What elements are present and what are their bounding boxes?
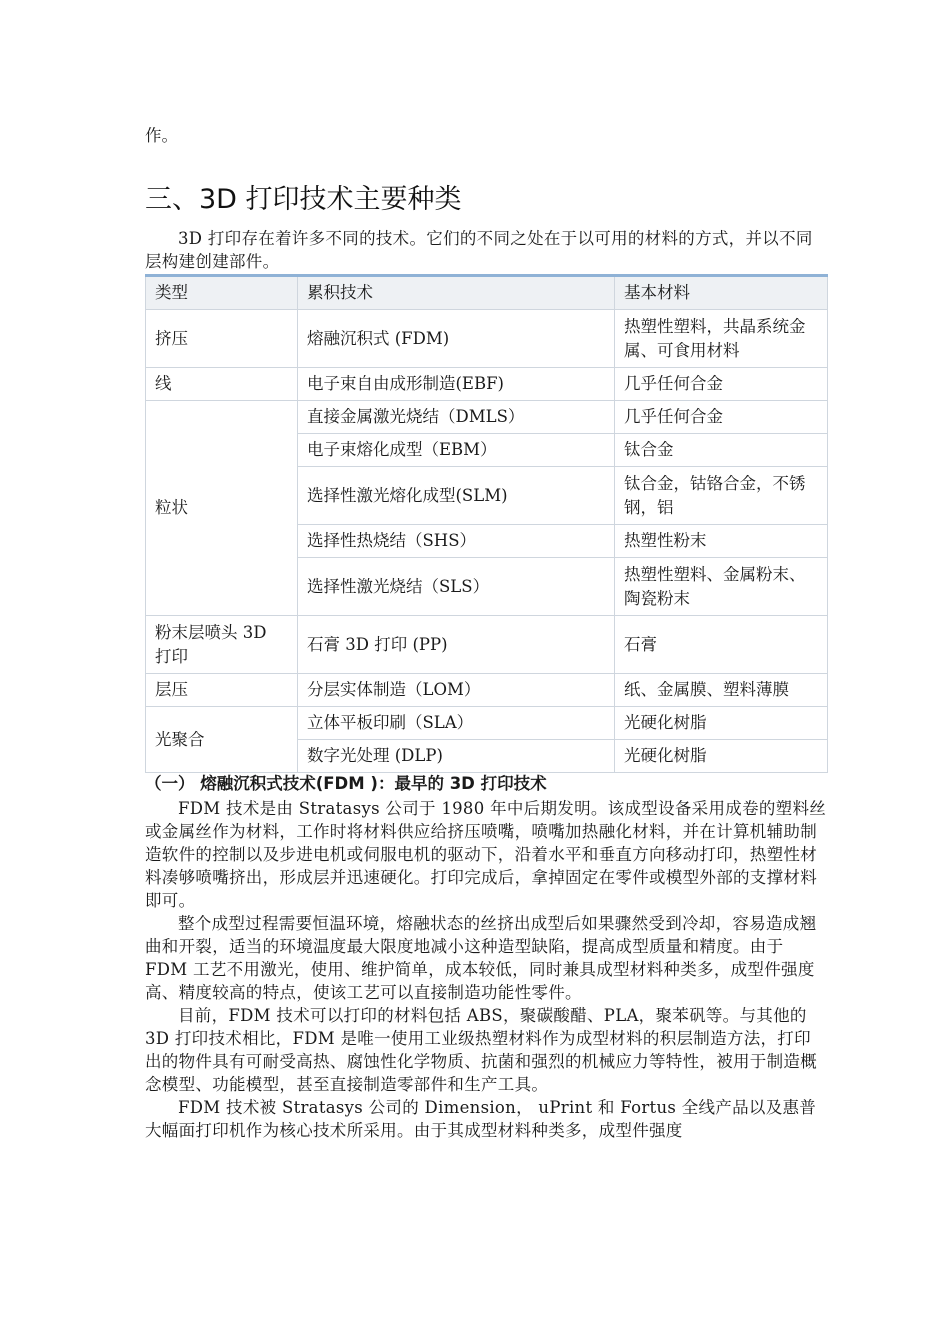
- technology-cell: 电子束自由成形制造(EBF): [298, 368, 615, 401]
- material-cell: 光硬化树脂: [615, 707, 828, 740]
- table-header-row: [146, 276, 828, 310]
- table-row: [146, 674, 828, 707]
- type-cell: 挤压: [146, 310, 298, 368]
- section-heading: 三、3D 打印技术主要种类: [145, 184, 462, 215]
- body-paragraph: FDM 技术被 Stratasys 公司的 Dimension， uPrint 和 Fortus 全线产品以及惠普大幅面打印机作为核心技术所采用。由于其成型材料种类多，成型件强度: [145, 1098, 817, 1140]
- body-paragraph: 整个成型过程需要恒温环境，熔融状态的丝挤出成型后如果骤然受到冷却，容易造成翘曲和开裂，适当的环境温度最大限度地减小这种造型缺陷，提高成型质量和精度。由于 FDM 工艺不用激光，使用、维护简单，成本较低，同时兼具成型材料种类多，成型件强度高、精度较高的特点，使该工艺可以直接制造功能性零件。: [145, 914, 817, 1002]
- technology-cell: 数字光处理 (DLP): [298, 740, 615, 773]
- technology-cell: 选择性热烧结（SHS）: [298, 525, 615, 558]
- header-material: 基本材料: [615, 276, 828, 310]
- material-cell: 热塑性塑料，共晶系统金属、可食用材料: [615, 310, 828, 368]
- material-cell: 钛合金: [615, 434, 828, 467]
- technology-cell: 直接金属激光烧结（DMLS）: [298, 401, 615, 434]
- material-cell: 热塑性塑料、金属粉末、陶瓷粉末: [615, 558, 828, 616]
- technology-cell: 熔融沉积式 (FDM): [298, 310, 615, 368]
- type-cell: 粉末层喷头 3D 打印: [146, 616, 298, 674]
- table-row: [146, 401, 828, 434]
- table-row: [146, 616, 828, 674]
- material-cell: 几乎任何合金: [615, 368, 828, 401]
- type-cell: 线: [146, 368, 298, 401]
- subsection-title: （一） 熔融沉积式技术(FDM )：最早的 3D 打印技术: [145, 774, 547, 793]
- material-cell: 纸、金属膜、塑料薄膜: [615, 674, 828, 707]
- intro-paragraph: [145, 227, 827, 273]
- technology-cell: 电子束熔化成型（EBM）: [298, 434, 615, 467]
- material-cell: 石膏: [615, 616, 828, 674]
- material-cell: 光硬化树脂: [615, 740, 828, 773]
- technology-cell: 分层实体制造（LOM）: [298, 674, 615, 707]
- body-paragraph: 目前，FDM 技术可以打印的材料包括 ABS，聚碳酸醋、PLA，聚苯矾等。与其他的 3D 打印技术相比，FDM 是唯一使用工业级热塑材料作为成型材料的积层制造方法，打印出的物件具有可耐受高热、腐蚀性化学物质、抗菌和强烈的机械应力等特性，被用于制造概念模型、功能模型，甚至直接制造零部件和生产工具。: [145, 1006, 817, 1094]
- material-cell: 几乎任何合金: [615, 401, 828, 434]
- table-row: [146, 707, 828, 740]
- type-cell: 层压: [146, 674, 298, 707]
- table-row: [146, 310, 828, 368]
- subsection-body: [145, 797, 827, 1142]
- header-technology: 累积技术: [298, 276, 615, 310]
- type-cell: 粒状: [146, 401, 298, 616]
- technology-table: [145, 274, 828, 773]
- material-cell: 热塑性粉末: [615, 525, 828, 558]
- technology-cell: 选择性激光烧结（SLS）: [298, 558, 615, 616]
- table-row: [146, 368, 828, 401]
- continuation-text: 作。: [145, 126, 178, 145]
- technology-cell: 选择性激光熔化成型(SLM): [298, 467, 615, 525]
- technology-cell: 立体平板印刷（SLA）: [298, 707, 615, 740]
- intro-text: 3D 打印存在着许多不同的技术。它们的不同之处在于以可用的材料的方式，并以不同层构建创建部件。: [145, 229, 813, 271]
- material-cell: 钛合金，钴铬合金，不锈钢，铝: [615, 467, 828, 525]
- technology-cell: 石膏 3D 打印 (PP): [298, 616, 615, 674]
- body-paragraph: FDM 技术是由 Stratasys 公司于 1980 年中后期发明。该成型设备采用成卷的塑料丝或金属丝作为材料，工作时将材料供应给挤压喷嘴，喷嘴加热融化材料，并在计算机辅助制造软件的控制以及步进电机或伺服电机的驱动下，沿着水平和垂直方向移动打印，热塑性材料凑够喷嘴挤出，形成层并迅速硬化。打印完成后，拿掉固定在零件或模型外部的支撑材料即可。: [145, 799, 827, 910]
- type-cell: 光聚合: [146, 707, 298, 773]
- header-type: 类型: [146, 276, 298, 310]
